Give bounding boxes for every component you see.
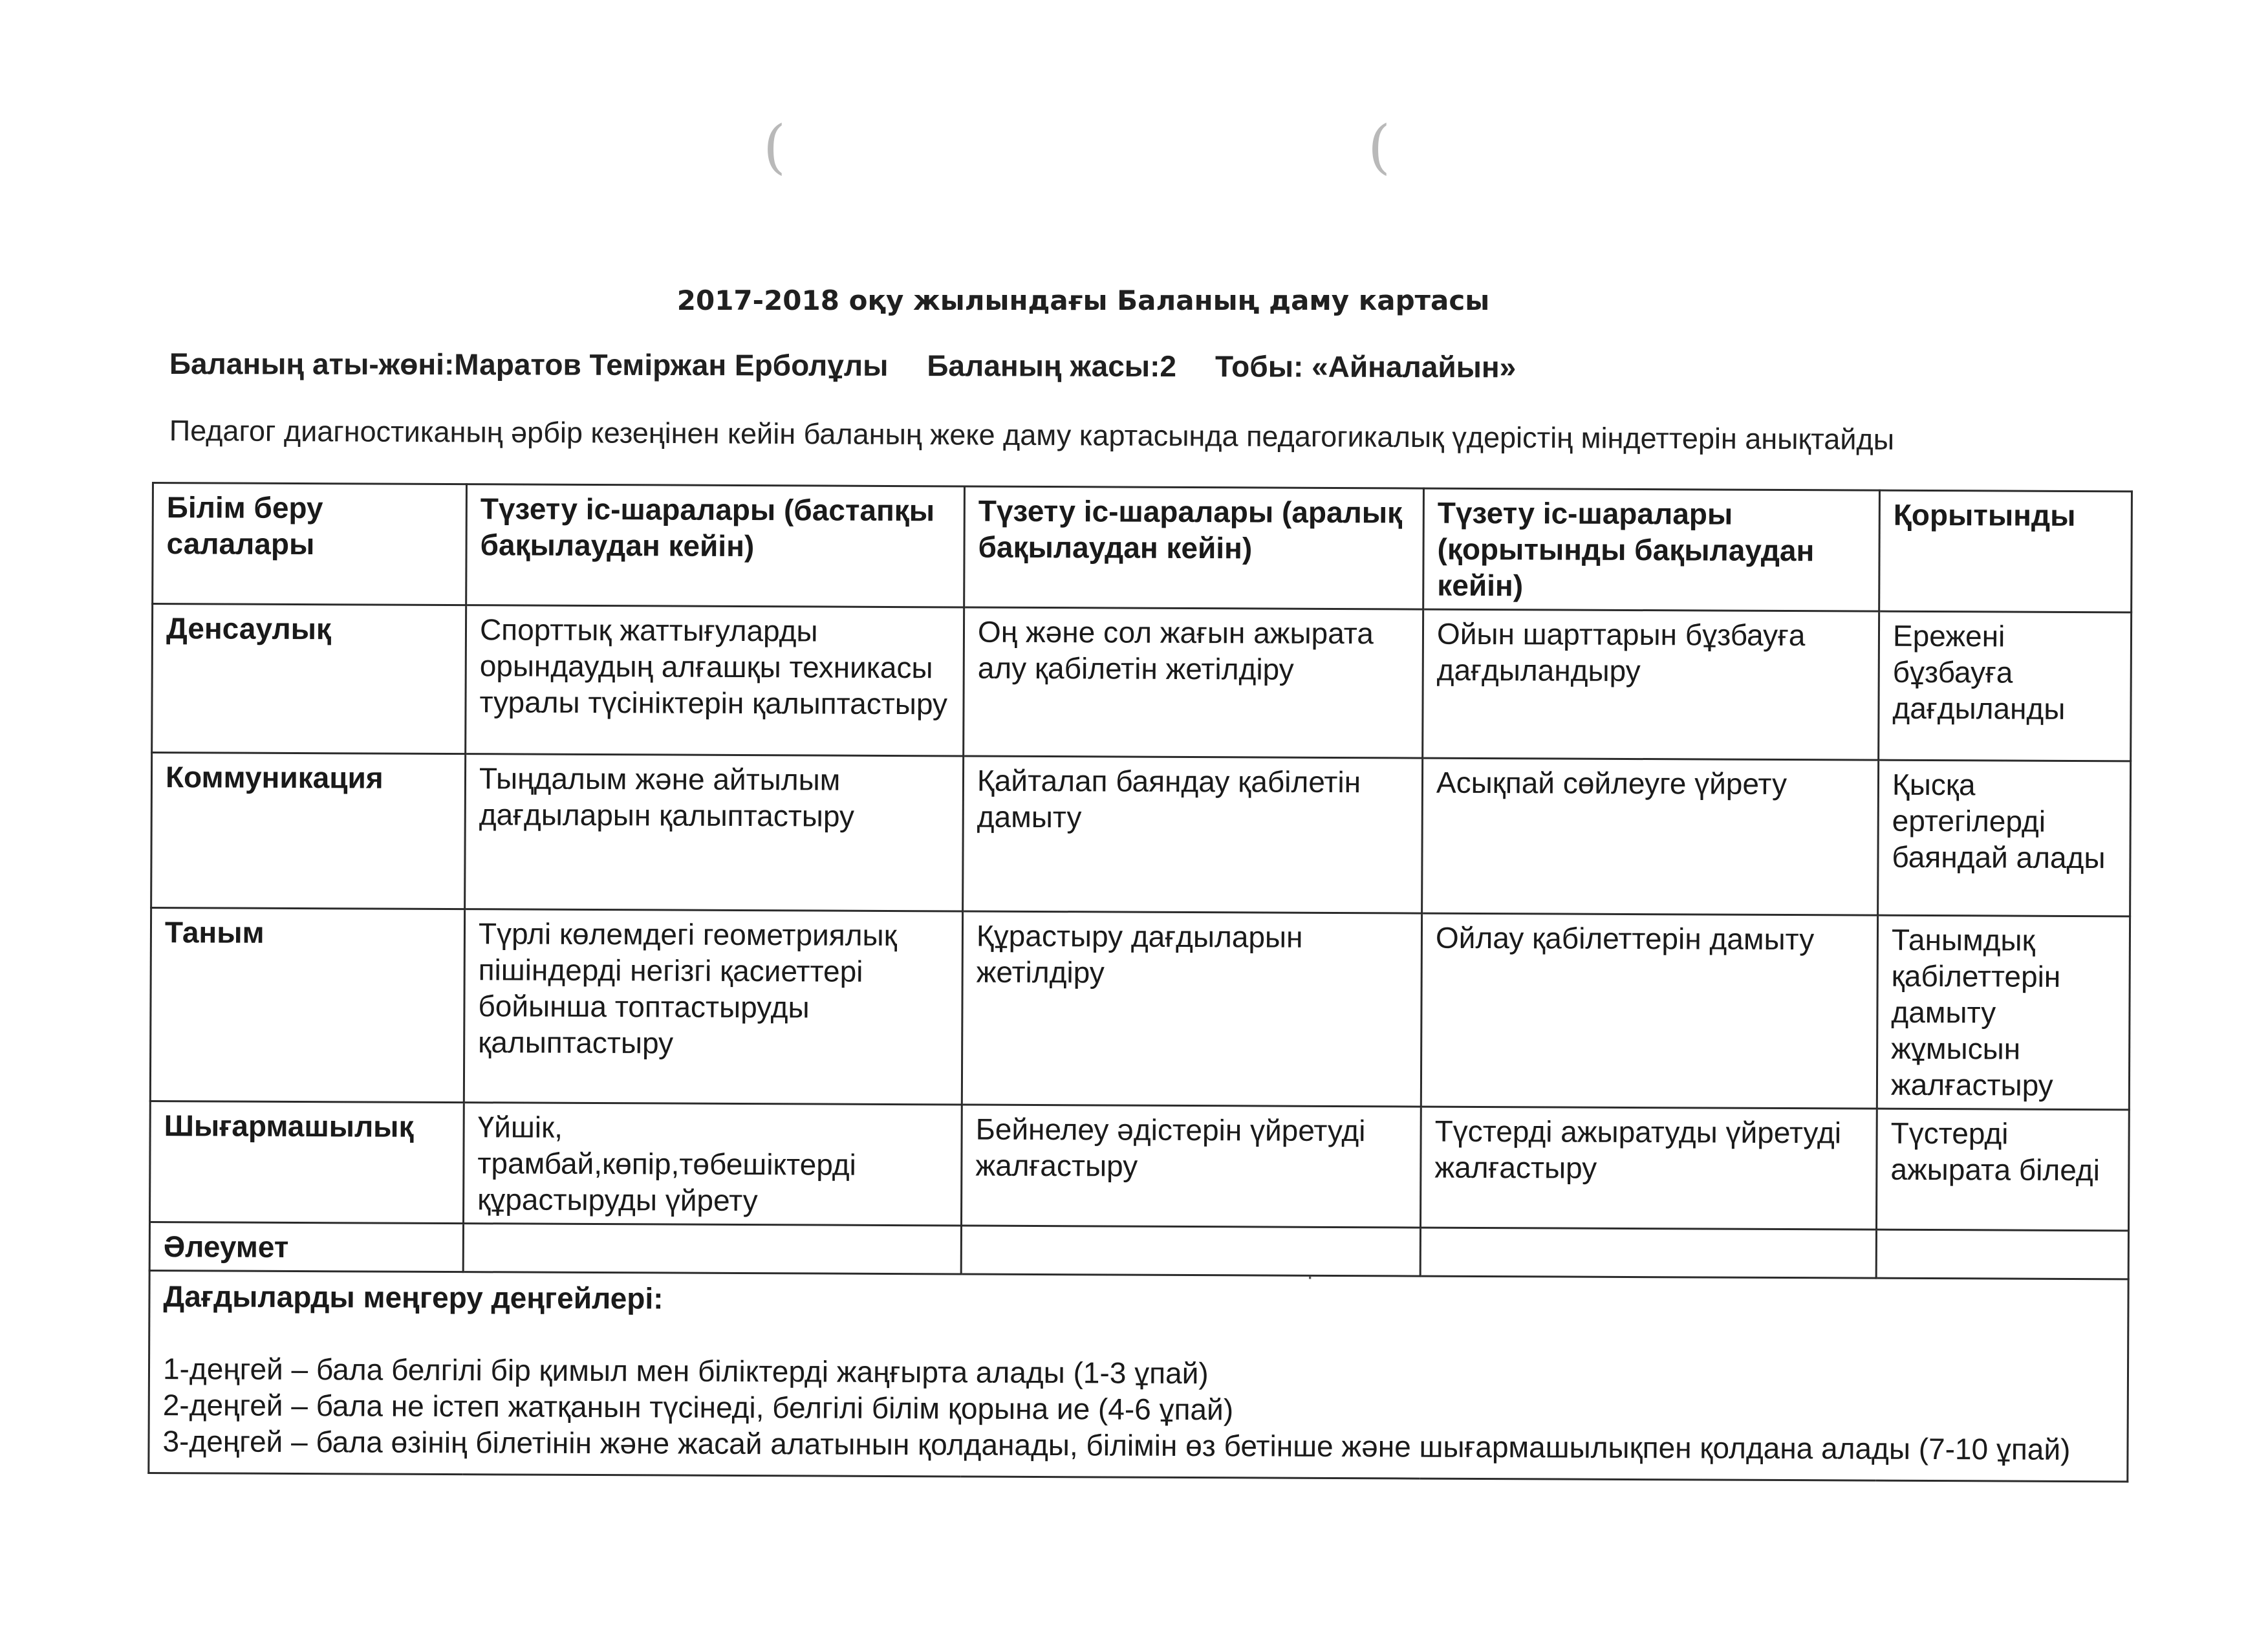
table-row: [150, 1101, 2130, 1230]
row-initial: Үйшік, трамбай,көпір,төбешіктерді құрастыруды үйрету: [464, 1103, 962, 1226]
development-table: [147, 482, 2133, 1482]
row-intermediate: Оң және сол жағын ажырата алу қабілетін жетілдіру: [964, 607, 1423, 758]
table-row: [152, 604, 2132, 761]
punch-hole-mark-left: (: [763, 113, 786, 181]
row-area: Таным: [150, 908, 464, 1103]
row-initial: Түрлі көлемдегі геометриялық пішіндерді негізгі қасиеттері бойынша топтастыруды қалыптастыру: [464, 909, 962, 1105]
row-final: Ойын шарттарын бұзбауға дағдыландыру: [1423, 609, 1879, 760]
table-row: [150, 908, 2130, 1110]
levels-cell: [149, 1270, 2128, 1481]
row-final: Ойлау қабілеттерін дамыту: [1421, 913, 1877, 1109]
row-result: Түстерді ажырата біледі: [1876, 1109, 2129, 1231]
level-item: 3-деңгей – бала өзінің білетінін және жасай алатынын қолданады, білімін өз бетінше және шығармашылықпен қолдана алады (7-10 ұпай): [162, 1424, 2071, 1466]
row-area: Коммуникация: [151, 753, 466, 909]
row-result: Қысқа ертегілерді баяндай алады: [1878, 760, 2131, 916]
row-area: Денсаулық: [152, 604, 466, 754]
levels-title: Дағдыларды меңгеру деңгейлері:: [163, 1279, 664, 1316]
row-final: Түстерді ажыратуды үйретуді жалғастыру: [1420, 1107, 1877, 1229]
row-intermediate: Құрастыру дағдыларын жетілдіру: [962, 911, 1421, 1107]
header-final-measures: Түзету іс-шаралары (қорытынды бақылаудан кейін): [1423, 488, 1880, 611]
header-education-areas: Білім беру салалары: [153, 483, 467, 605]
child-name: Баланың аты-жөні:Маратов Теміржан Ерболұлы: [169, 347, 889, 382]
level-item: 2-деңгей – бала не істеп жатқанын түсінеді, белгілі білім қорына ие (4-6 ұпай): [162, 1388, 1234, 1427]
header-result: Қорытынды: [1879, 490, 2132, 612]
row-initial: [463, 1224, 961, 1274]
row-intermediate: Қайталап баяндау қабілетін дамыту: [963, 756, 1423, 913]
table-header-row: [153, 483, 2132, 612]
row-result: [1876, 1229, 2128, 1279]
table-row: [151, 753, 2131, 916]
child-info-line: [169, 346, 1517, 384]
row-initial: Тыңдалым және айтылым дағдыларын қалыптастыру: [465, 754, 964, 911]
intro-text: Педагог диагностиканың әрбір кезеңінен кейін баланың жеке даму картасында педагогикалық үдерістің міндеттерін анықтайды: [169, 414, 1895, 456]
levels-row: [149, 1270, 2128, 1481]
scan-speck: ·: [1306, 1264, 1314, 1289]
child-age: Баланың жасы:2: [927, 349, 1177, 384]
header-intermediate-measures: Түзету іс-шаралары (аралық бақылаудан кейін): [964, 486, 1424, 609]
row-intermediate: [961, 1226, 1420, 1276]
row-area: Шығармашылық: [150, 1101, 464, 1223]
document-title: 2017-2018 оқу жылындағы Баланың даму картасы: [676, 285, 1490, 316]
table-row: [149, 1222, 2128, 1279]
row-initial: Спорттық жаттығуларды орындаудың алғашқы техникасы туралы түсініктерін қалыптастыру: [466, 605, 964, 756]
header-initial-measures: Түзету іс-шаралары (бастапқы бақылаудан кейін): [466, 484, 965, 607]
row-result: Танымдық қабілеттерін дамыту жұмысын жалғастыру: [1877, 915, 2130, 1110]
row-final: [1420, 1228, 1876, 1278]
row-result: Ережені бұзбауға дағдыланды: [1879, 611, 2132, 761]
row-area: Әлеумет: [149, 1222, 463, 1272]
punch-hole-mark-right: (: [1368, 113, 1391, 181]
child-group: Тобы: «Айналайын»: [1215, 349, 1517, 384]
level-item: 1-деңгей – бала белгілі бір қимыл мен біліктерді жаңғырта алады (1-3 ұпай): [162, 1352, 1209, 1391]
row-final: Асықпай сөйлеуге үйрету: [1422, 758, 1879, 915]
row-intermediate: Бейнелеу әдістерін үйретуді жалғастыру: [961, 1105, 1421, 1228]
